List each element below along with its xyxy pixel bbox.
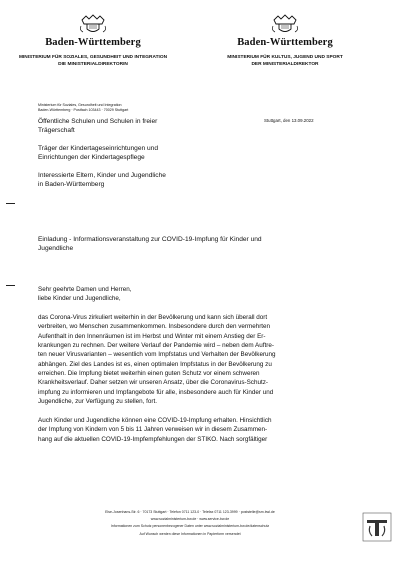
- recipient-block: [38, 117, 258, 189]
- recipient-schools: Öffentliche Schulen und Schulen in freier Trägerschaft: [38, 118, 158, 135]
- fold-mark: [6, 203, 15, 204]
- subject-line: Einladung - Informationsveranstaltung zur COVID-19-Impfung für Kinder und Jugendliche: [38, 236, 262, 253]
- coat-of-arms-icon: [270, 14, 300, 34]
- ministry-name: MINISTERIUM FÜR SOZIALES, GESUNDHEIT UND INTEGRATION DIE MINISTERIALDIREKTORIN: [18, 55, 168, 67]
- letter-body: [38, 285, 393, 453]
- paragraph: das Corona-Virus zirkuliert weiterhin in der Bevölkerung und kann sich überall dort verbreiten, wo Menschen zusammenkommen. Insbesondere durch den vermehrten Aufenthalt in den Innenräumen ist im Herbst und Winter mit einem Anstieg der Er- krankungen zu rechnen. Der weitere Verlauf der Pandemie wird – neben dem Auftre- ten neuer Virusvarianten – wesentlich vom Impfstatus und Verhalten der Bevölkerung abhängen. Ziel des Landes ist es, einen optimalen Impfstatus in der Bevölkerung zu erreichen. Die Impfung bietet weiterhin einen guten Schutz vor einem schweren Krankheitsverlauf. Daher setzen wir unseren Ansatz, über die Coronavirus-Schutz- impfung zu informieren und Impfangebote für alle, insbesondere auch für Kinder und Jugendliche, zur Verfügung zu stellen, fort.: [38, 314, 276, 406]
- salutation: Sehr geehrte Damen und Herren, liebe Kinder und Jugendliche,: [38, 286, 132, 303]
- letter-footer: Else-Josenhans-Str. 6 · 70173 Stuttgart · Telefon 0711 123-0 · Telefax 0711 123-3999 · poststelle@sm.bwl.de www.sozialministerium-bw.de · www.service-bw.de Informationen zum Schutz personenbezogener Daten unter www.sozialministerium-bw.de/datenschutz Auf Wunsch werden diese Informationen in Papierform versendet: [105, 510, 275, 536]
- coat-of-arms-icon: [78, 14, 108, 34]
- fold-mark: [6, 285, 15, 286]
- ministry-name: MINISTERIUM FÜR KULTUS, JUGEND UND SPORT DER MINISTERIALDIREKTOR: [227, 55, 343, 67]
- letter-date: Stuttgart, den 13.09.2022: [264, 118, 314, 123]
- right-letterhead: [210, 14, 360, 68]
- recipient-childcare: Träger der Kindertageseinrichtungen und Einrichtungen der Kindertagespflege: [38, 144, 158, 162]
- brand-name: Baden-Württemberg: [237, 37, 333, 48]
- sender-address: Ministerium für Soziales, Gesundheit und Integration Baden-Württemberg · Postfach 103443 · 70029 Stuttgart: [38, 103, 129, 112]
- recipient-parents: Interessierte Eltern, Kinder und Jugendliche in Baden-Württemberg: [38, 171, 166, 189]
- brand-name: Baden-Württemberg: [45, 37, 141, 48]
- family-friendly-emblem-icon: [362, 512, 392, 542]
- left-letterhead: [18, 14, 168, 68]
- paragraph: Auch Kinder und Jugendliche können eine COVID-19-Impfung erhalten. Hinsichtlich der Impfung von Kindern von 5 bis 11 Jahren verweisen wir in diesem Zusammen- hang auf die aktuellen COVID-19-Impfempfehlungen der STIKO. Nach sorgfältiger: [38, 416, 272, 443]
